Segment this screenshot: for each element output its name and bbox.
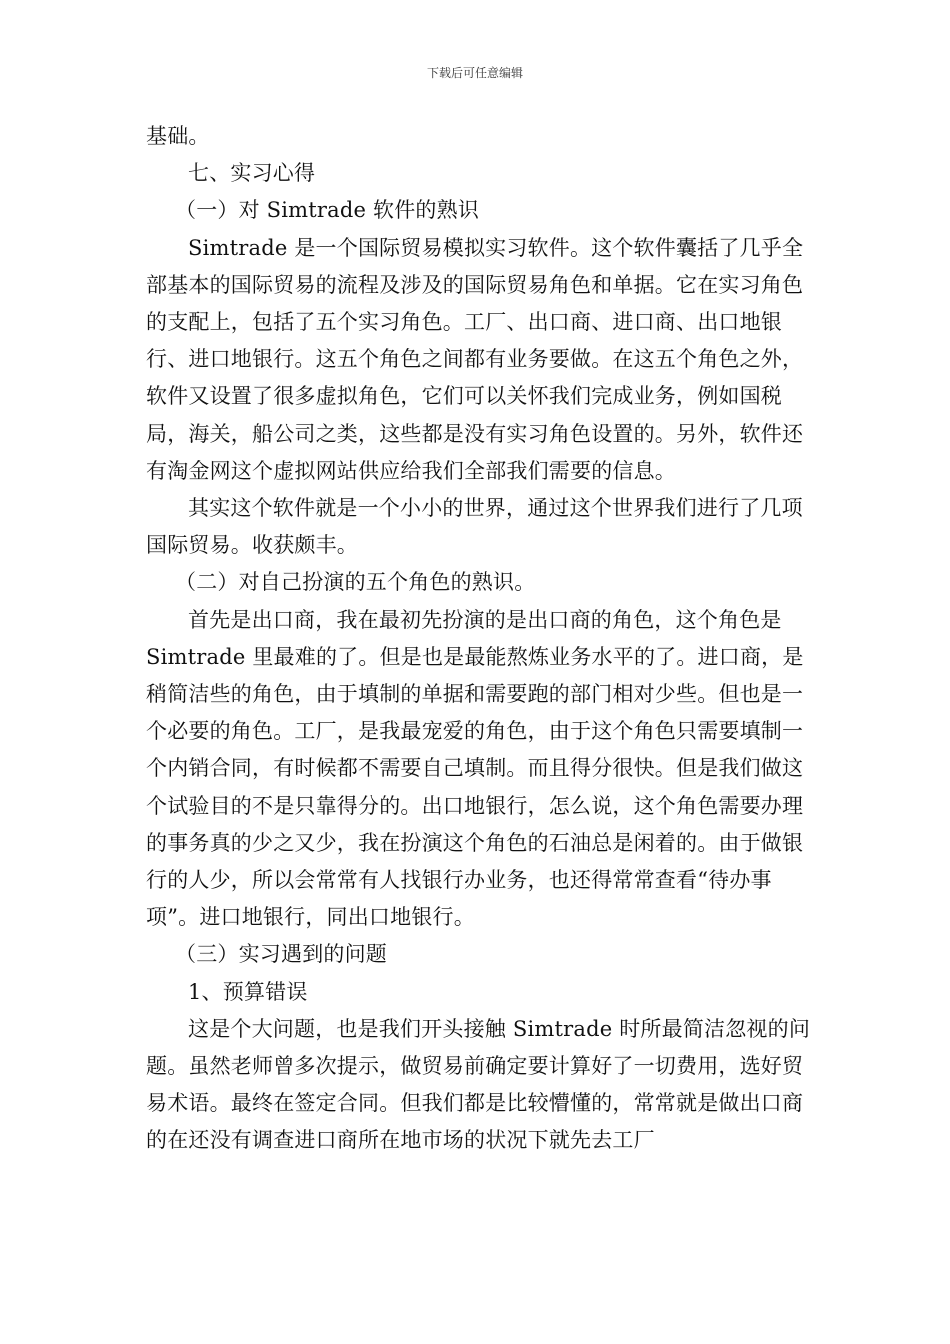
paragraph-budget: 这是个大问题，也是我们开头接触 Simtrade 时所最简洁忽视的问题。虽然老师曾多次提示，做贸易前确定要计算好了一切费用，选好贸易术语。最终在签定合同。但我们都是比较懵懂的，常常就是做出口商的在还没有调查进口商所在地市场的状况下就先去工厂 — [146, 1016, 811, 1153]
subsection-heading-3: （三）实习遇到的问题 — [175, 942, 387, 967]
paragraph-roles: 首先是出口商，我在最初先扮演的是出口商的角色，这个角色是 Simtrade 里最难的了。但是也是最能熬炼业务水平的了。进口商，是稍简洁些的角色，由于填制的单据和需要跑的部门相对少些。但也是一个必要的角色。工厂，是我最宠爱的角色，由于这个角色只需要填制一个内销合同，有时候都不需要自己填制。而且得分很快。但是我们做这个试验目的不是只靠得分的。出口地银行，怎么说，这个角色需要办理的事务真的少之又少，我在扮演这个角色的石油总是闲着的。由于做银行的人少，所以会常常有人找银行办业务，也还得常常查看“待办事项”。进口地银行，同出口地银行。 — [146, 607, 804, 930]
section-heading-7: 七、实习心得 — [188, 161, 316, 186]
paragraph-software-intro: Simtrade 是一个国际贸易模拟实习软件。这个软件囊括了几乎全部基本的国际贸易的流程及涉及的国际贸易角色和单据。它在实习角色的支配上，包括了五个实习角色。工厂、出口商、进口商、出口地银行、进口地银行。这五个角色之间都有业务要做。在这五个角色之外，软件又设置了很多虚拟角色，它们可以关怀我们完成业务，例如国税局，海关，船公司之类，这些都是没有实习角色设置的。另外，软件还有淘金网这个虚拟网站供应给我们全部我们需要的信息。 — [146, 235, 804, 483]
subsection-heading-1: （一）对 Simtrade 软件的熟识 — [175, 198, 480, 223]
page-header: 下载后可任意编辑 — [426, 66, 523, 80]
document-body — [146, 118, 822, 1160]
subsection-heading-2: （二）对自己扮演的五个角色的熟识。 — [175, 570, 536, 595]
paragraph-continuation: 基础。 — [146, 124, 210, 148]
item-heading-budget: 1、预算错误 — [188, 979, 308, 1004]
paragraph-software-world: 其实这个软件就是一个小小的世界，通过这个世界我们进行了几项国际贸易。收获颇丰。 — [146, 496, 803, 558]
